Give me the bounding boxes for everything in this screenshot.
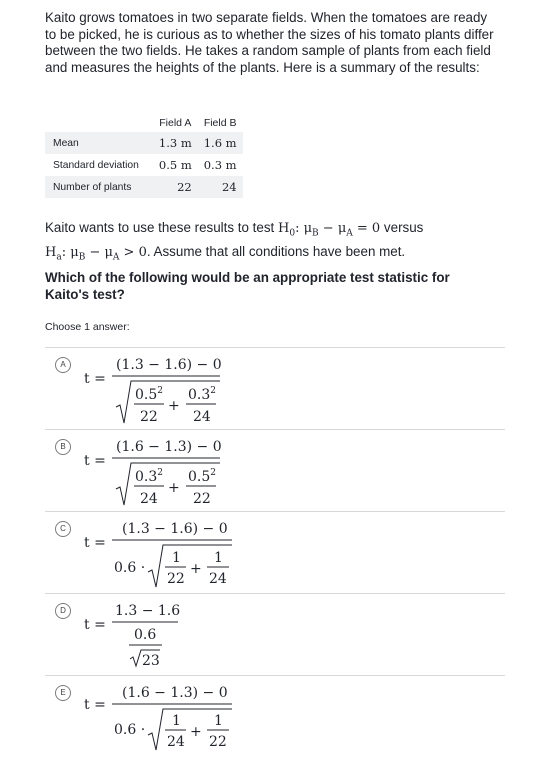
choice-a-formula[interactable]	[84, 357, 222, 425]
choice-d-inner-num: 0.6	[134, 627, 157, 643]
choice-e-frac2-num: 1	[214, 713, 223, 729]
row-label: Number of plants	[45, 176, 153, 198]
choice-c-frac1-num: 1	[172, 550, 181, 566]
question-text: Which of the following would be an appropriate test statistic for Kaito's test?	[45, 270, 450, 302]
choice-b-frac1-num: $0.3^2$	[135, 468, 163, 485]
choice-c-radio[interactable]: C	[55, 521, 71, 537]
choice-d-formula[interactable]	[84, 603, 180, 669]
cell-field-b: 1.6 m	[198, 132, 243, 154]
h0-minus: − μ	[318, 221, 347, 236]
choice-e-lhs: t =	[84, 697, 106, 713]
choice-b-frac2-num: $0.5^2$	[188, 468, 216, 485]
choice-a-plus: +	[168, 398, 180, 414]
choice-d-radio[interactable]: D	[55, 603, 71, 619]
row-label: Mean	[45, 132, 153, 154]
choice-c-frac1-den: 22	[167, 571, 185, 587]
choice-e-plus: +	[190, 724, 202, 740]
choice-e-frac1-den: 24	[167, 734, 185, 750]
choice-b-lhs: t =	[84, 453, 106, 469]
ha-sub-a: A	[112, 252, 120, 263]
choice-c-frac2-den: 24	[209, 571, 227, 587]
choice-b-frac2-den: 22	[193, 491, 211, 507]
choice-c-frac2-num: 1	[214, 550, 223, 566]
choice-b-frac1-den: 24	[140, 491, 158, 507]
h0-label: H	[277, 221, 290, 236]
h0-sub-b: B	[312, 228, 319, 239]
choice-a-radio[interactable]: A	[55, 357, 71, 373]
ha-expr: : μ	[61, 244, 79, 260]
cell-field-b: 24	[198, 176, 243, 198]
choice-e-radio[interactable]: E	[55, 685, 71, 701]
ha-rhs: > 0	[119, 244, 147, 260]
cell-field-a: 22	[153, 176, 198, 198]
choice-c-formula[interactable]	[84, 521, 232, 587]
problem-intro: Kaito grows tomatoes in two separate fields. When the tomatoes are ready to be picked, he is curious as to whether the sizes of his tomato plants differ between the two fields. He takes a random sample of plants from each field and measures the heights of the plants. Here is a summary of the results:	[45, 10, 494, 75]
ha-sub-b: B	[78, 252, 86, 263]
hypotheses-lead: Kaito wants to use these results to test	[45, 220, 278, 235]
choice-d-inner-den: 23	[142, 653, 160, 669]
choice-a-lhs: t =	[84, 371, 106, 387]
cell-field-b: 0.3 m	[203, 158, 237, 172]
choice-e-coef: 0.6 ·	[114, 722, 146, 738]
row-label: Standard deviation	[53, 159, 139, 171]
choice-c-plus: +	[190, 561, 202, 577]
choice-e-frac1-num: 1	[172, 713, 181, 729]
choice-e-numerator: (1.6 − 1.3) − 0	[122, 685, 228, 701]
choice-b-numerator: (1.6 − 1.3) − 0	[116, 439, 222, 455]
h0-sub: 0	[289, 228, 296, 239]
table-header-field-a: Field A	[159, 117, 192, 129]
choice-b-formula[interactable]	[84, 439, 222, 507]
cell-field-a: 0.5 m	[158, 158, 192, 172]
hypotheses-tail: . Assume that all conditions have been met.	[146, 243, 406, 259]
choice-a-frac1-num: $0.5^2$	[135, 386, 163, 403]
choice-a-frac2-num: $0.3^2$	[188, 386, 216, 403]
choice-d-lhs: t =	[84, 617, 106, 633]
choice-a-frac1-den: 22	[140, 409, 158, 425]
choice-d-numerator: 1.3 − 1.6	[115, 603, 181, 619]
choice-e-formula[interactable]	[84, 685, 232, 750]
ha-sub: a	[56, 252, 62, 263]
choice-b-radio[interactable]: B	[55, 439, 71, 455]
choice-a-numerator: (1.3 − 1.6) − 0	[116, 357, 222, 373]
versus-text: versus	[380, 220, 424, 235]
h0-sub-a: A	[346, 228, 353, 239]
choice-e-frac2-den: 22	[209, 734, 227, 750]
choose-label: Choose 1 answer:	[45, 321, 130, 333]
ha-minus: − μ	[85, 244, 113, 260]
cell-field-a: 1.3 m	[153, 132, 198, 154]
h0-rhs: = 0	[352, 221, 381, 236]
choice-c-coef: 0.6 ·	[114, 560, 146, 576]
choice-c-numerator: (1.3 − 1.6) − 0	[122, 521, 228, 537]
h0-expr: : μ	[295, 221, 313, 236]
ha-label: H	[45, 244, 57, 260]
table-header-field-b: Field B	[203, 117, 237, 129]
choice-b-plus: +	[168, 480, 180, 496]
choice-c-lhs: t =	[84, 535, 106, 551]
choice-a-frac2-den: 24	[193, 409, 211, 425]
